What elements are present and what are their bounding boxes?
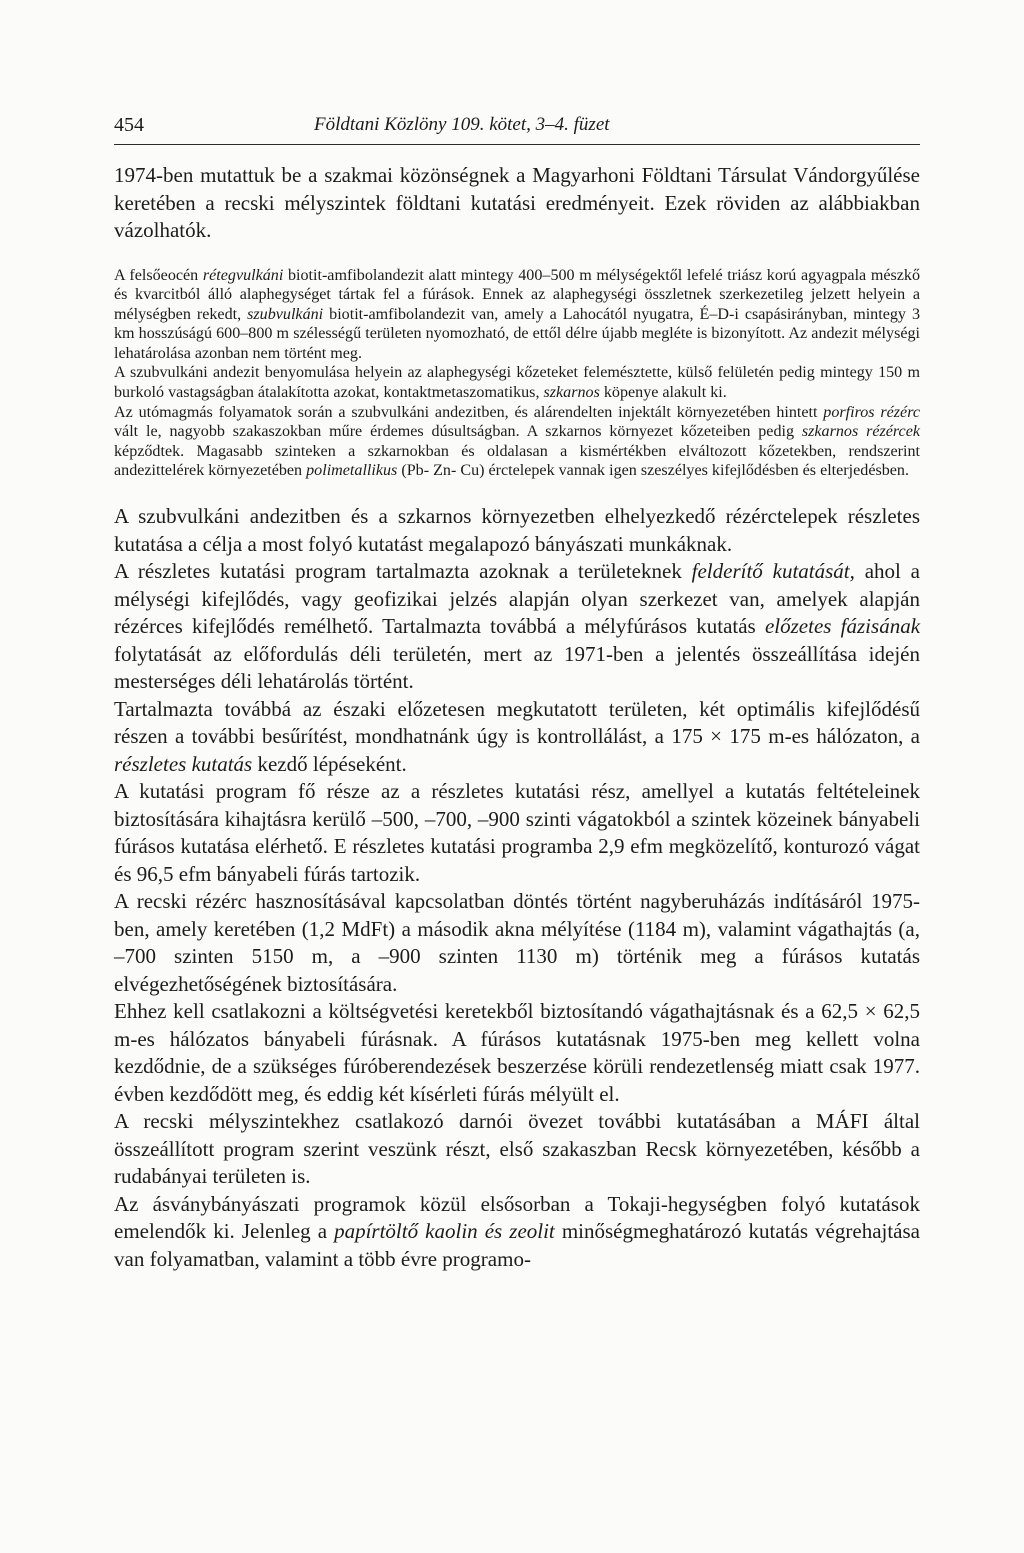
intro-paragraph: 1974-ben mutattuk be a szakmai közönségnek a Magyarhoni Földtani Társulat Vándorgyűlése keretében a recski mélyszintek földtani kutatási eredményeit. Ezek röviden az alábbiakban vázolhatók. bbox=[114, 163, 920, 242]
summary-paragraph: A felsőeocén rétegvulkáni biotit-amfibolandezit alatt mintegy 400–500 m mélységektől lefelé triász korú agyagpala mészkő és kvarcitból álló alaphegységet tártak fel a fúrások. Ennek az alaphegységi összletnek szerkezetileg jelzett helyein a mélységben rekedt, szubvulkáni biotit-amfibolandezit van, amely a Lahocától nyugatra, É–D-i csapásirányban, mintegy 3 km hosszúságú 600–800 m szélességű területen nyomozható, de ettől délre újabb megléte is bizonyított. Az andezit mélységi lehatárolása azonban nem történt meg. bbox=[114, 266, 921, 362]
running-header bbox=[114, 100, 920, 145]
body-paragraph: Ehhez kell csatlakozni a költségvetési keretekből biztosítandó vágathajtásnak és a 62,5 × 62,5 m-es hálózatos bányabeli fúrásnak. A fúrásos kutatásnak 1975-ben meg kellett volna kezdődnie, de a szükséges fúróberendezések beszerzése körüli rendezetlenség miatt csak 1977. évben kezdődött meg, és eddig két kísérleti fúrás mélyült el. bbox=[114, 999, 920, 1106]
summary-paragraph: Az utómagmás folyamatok során a szubvulkáni andezitben, és alárendelten injektált környezetében hintett porfiros rézérc vált le, nagyobb szakaszokban műre érdemes dúsultságban. A szkarnos környezet kőzeteiben pedig szkarnos rézércek képződtek. Magasabb szinteken a szkarnokban és oldalasan a kismértékben elváltozott kőzetekben, rendszerint andezittelérek környezetében polimetallikus (Pb- Zn- Cu) érctelepek vannak igen szeszélyes kifejlődésben és elterjedésben. bbox=[114, 403, 921, 480]
page-content bbox=[114, 162, 920, 1273]
body-paragraph: Az ásványbányászati programok közül elsősorban a Tokaji-hegységben folyó kutatások emelendők ki. Jelenleg a papírtöltő kaolin és zeolit minőségmeghatározó kutatás végrehajtása van folyamatban, valamint a több évre programo- bbox=[114, 1191, 920, 1271]
body-paragraph: A recski rézérc hasznosításával kapcsolatban döntés történt nagyberuházás indításáról 1975-ben, amely keretében (1,2 MdFt) a második akna mélyítése (1184 m), valamint vágathajtás (a, –700 szinten 5150 m, a –900 szinten 1130 m) történik meg a fúrásos kutatás elvégezhetőségének biztosítására. bbox=[114, 889, 920, 996]
page-number: 454 bbox=[114, 114, 144, 136]
body-text bbox=[114, 503, 920, 1273]
body-paragraph: A recski mélyszintekhez csatlakozó darnói övezet további kutatásában a MÁFI által összeállított program szerint veszünk részt, első szakaszban Recsk környezetében, később a rudabányai területen is. bbox=[114, 1109, 920, 1189]
body-paragraph: A kutatási program fő része az a részletes kutatási rész, amellyel a kutatás feltételeinek biztosítására kihajtásra kerülő –500, –700, –900 szinti vágatokból a szintek közeinek bányabeli fúrásos kutatása elérhető. E részletes kutatási programba 2,9 efm megközelítő, konturozó vágat és 96,5 efm bányabeli fúrás tartozik. bbox=[114, 779, 920, 886]
summary-block bbox=[114, 266, 920, 482]
body-paragraph: Tartalmazta továbbá az északi előzetesen megkutatott területen, két optimális kifejlődésű részen a további besűrítést, mondhatnánk úgy is kontrollálást, a 175 × 175 m-es hálózaton, a részletes kutatás kezdő lépéseként. bbox=[114, 696, 920, 776]
body-paragraph: A szubvulkáni andezitben és a szkarnos környezetben elhelyezkedő rézérctelepek részletes kutatása a célja a most folyó kutatást megalapozó bányászati munkáknak. bbox=[114, 504, 920, 556]
summary-paragraph: A szubvulkáni andezit benyomulása helyein az alaphegységi kőzeteket felemésztette, külső felületén pedig mintegy 150 m burkoló vastagságban átalakította azokat, kontaktmetaszomatikus, szkarnos köpenye alakult ki. bbox=[114, 364, 920, 402]
journal-title: Földtani Közlöny 109. kötet, 3–4. füzet bbox=[314, 114, 610, 135]
body-paragraph: A részletes kutatási program tartalmazta azoknak a területeknek felderítő kutatását, ahol a mélységi kifejlődés, vagy geofizikai jelzés alapján olyan szerkezet van, amelyek alapján rézérces kifejlődés remélhető. Tartalmazta továbbá a mélyfúrásos kutatás előzetes fázisának folytatását az előfordulás déli területén, mert az 1971-ben a jelentés összeállítása idején mesterséges déli lehatárolás történt. bbox=[114, 559, 921, 694]
